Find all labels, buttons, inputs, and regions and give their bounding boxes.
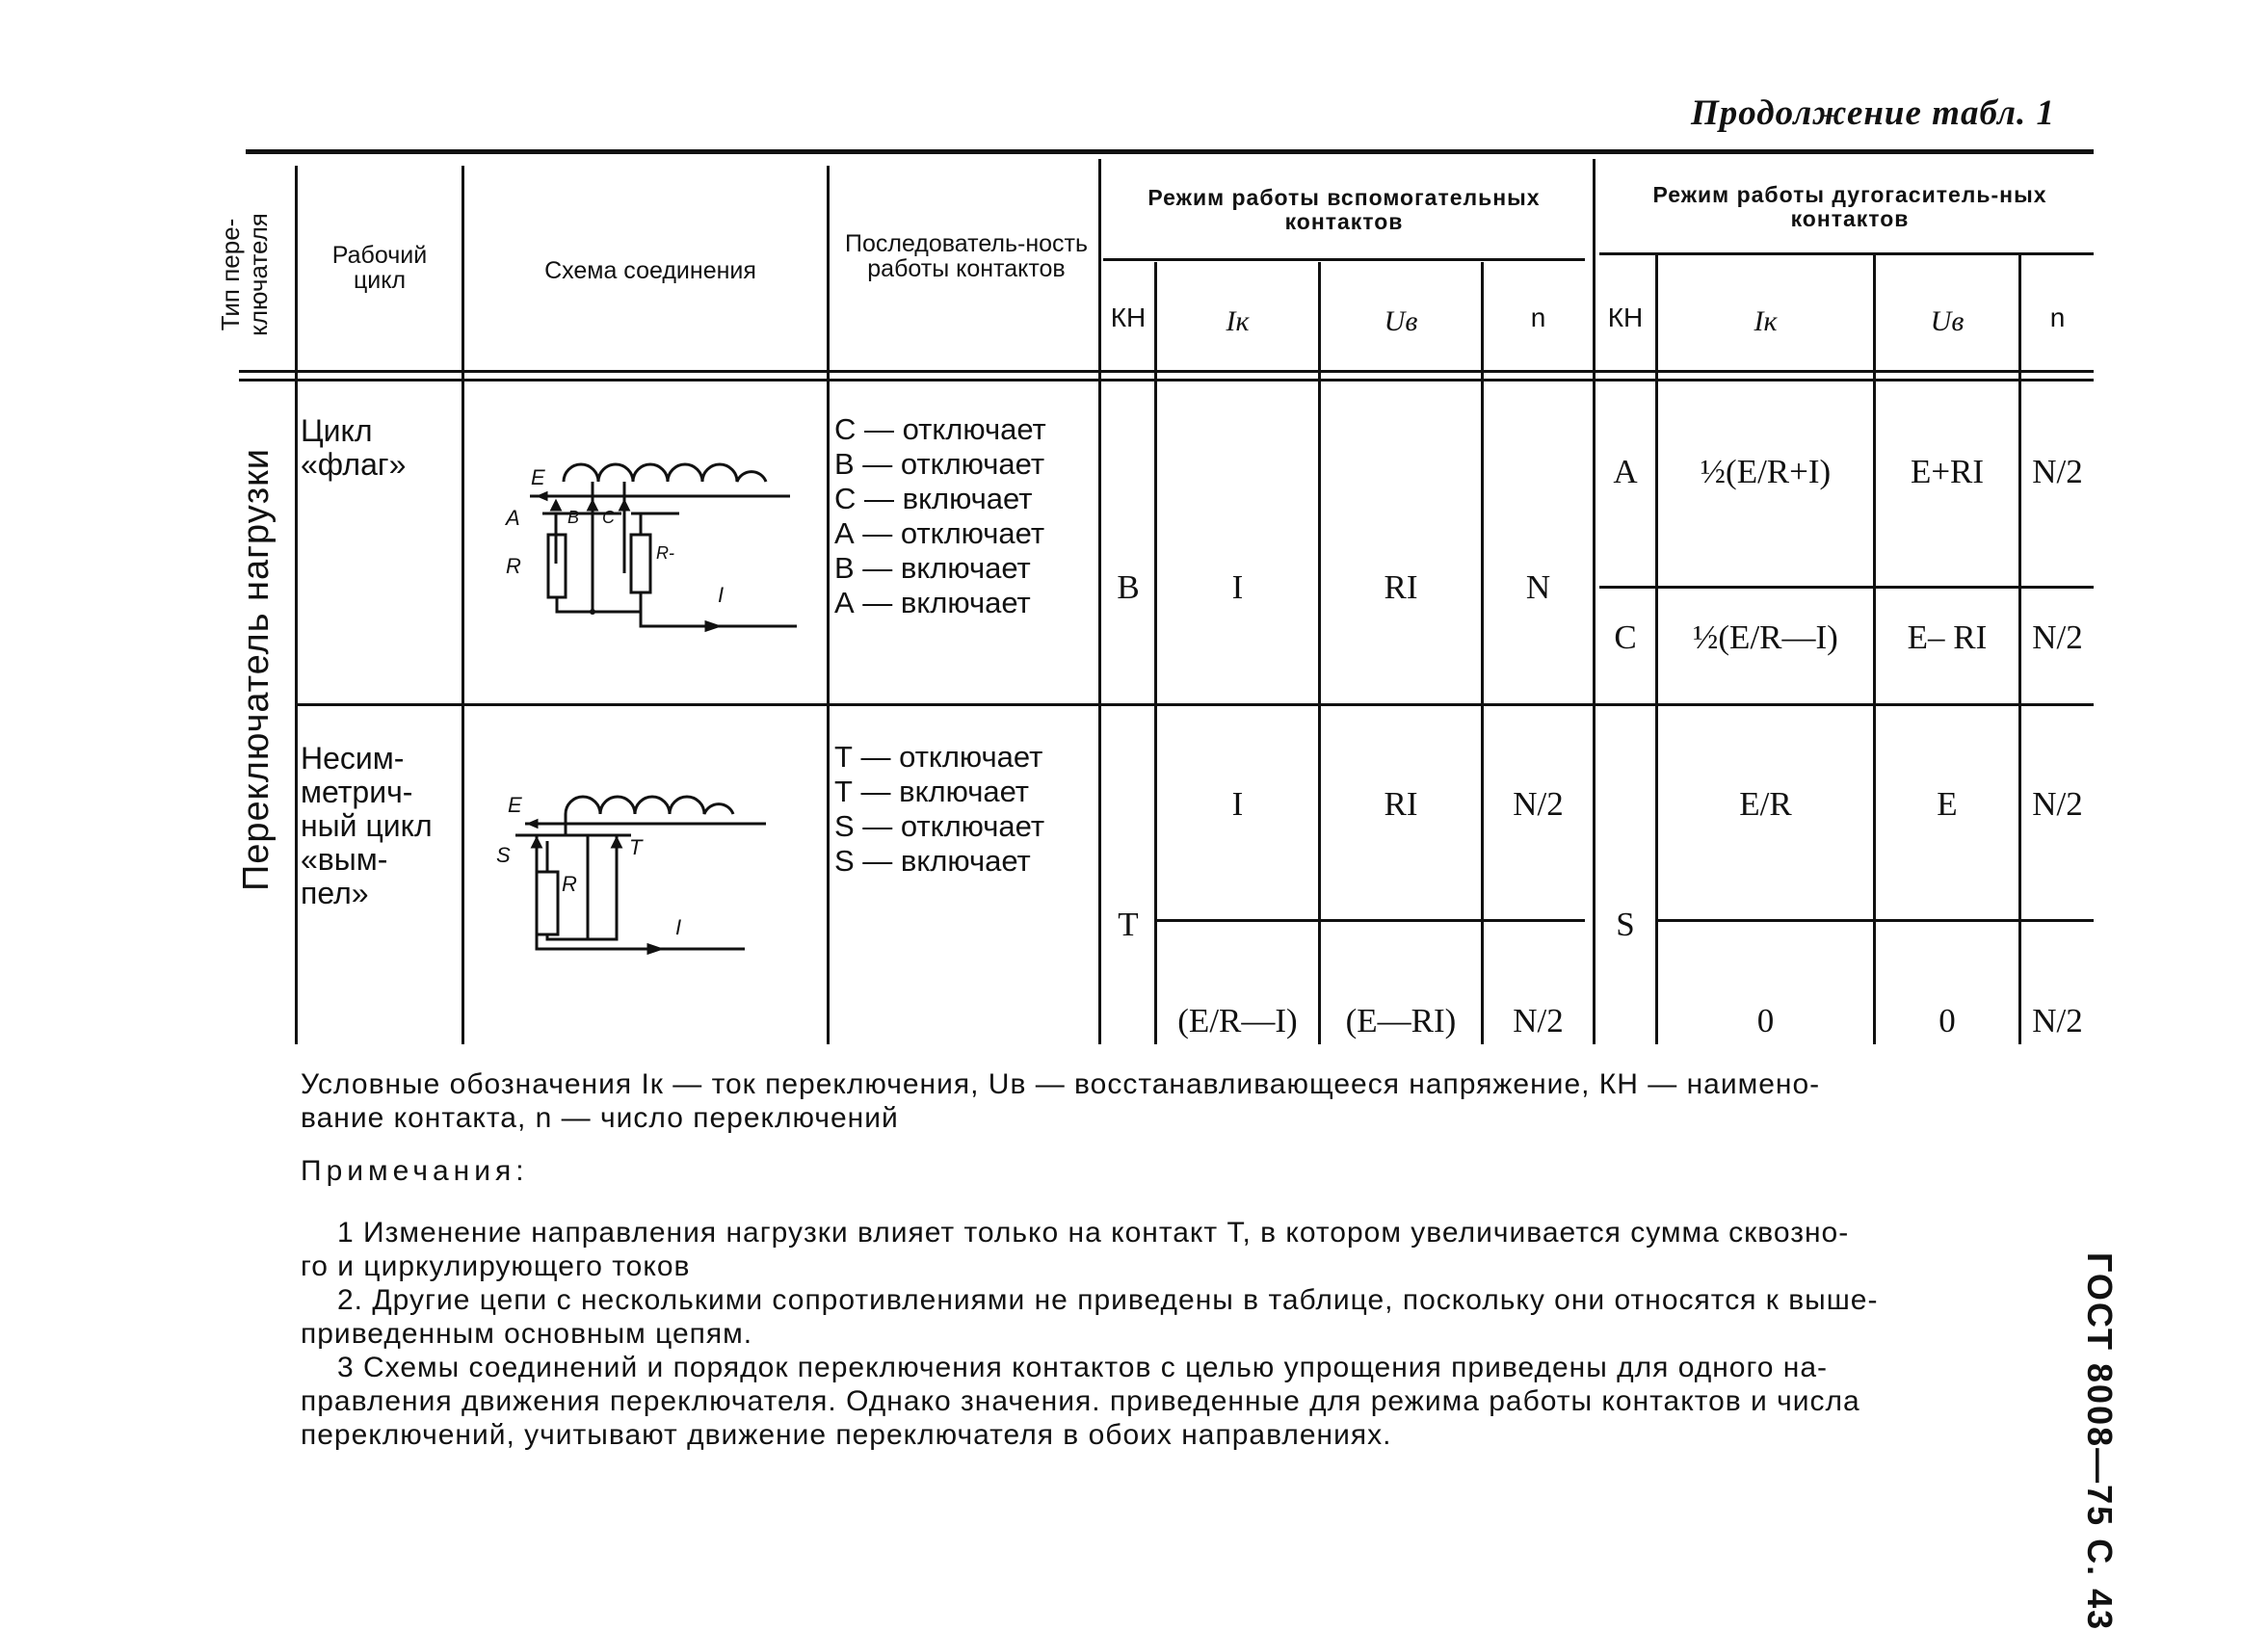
col-sep-7 (1481, 262, 1484, 1044)
header-arc-n: n (2049, 303, 2066, 332)
sequence-item: Т — включает (834, 775, 1029, 808)
pennant-aux-kn: Т (1118, 906, 1139, 943)
aux-group-rule (1103, 258, 1585, 261)
header-aux-ub: Uв (1384, 305, 1418, 337)
header-bottom-rule-2 (239, 379, 2094, 381)
sequence-pennant (834, 740, 1099, 879)
header-aux-contacts: Режим работы вспомогательных контактов (1147, 185, 1541, 235)
col-sep-1 (295, 166, 298, 1044)
pennant-aux-n: N/2 (1513, 785, 1564, 823)
sequence-item: С — включает (834, 482, 1033, 515)
flag-label-r: R (506, 554, 521, 578)
flag-aux-ub: RI (1384, 568, 1418, 606)
table-continuation-caption: Продолжение табл. 1 (1691, 93, 2055, 133)
flag-label-a: A (506, 506, 520, 530)
note-3: 3 Схемы соединений и порядок переключения контактов с целью упрощения приведены для одного на- (337, 1352, 1829, 1383)
header-aux-kn: КН (1110, 303, 1147, 332)
pennant-label-i: I (675, 915, 682, 939)
legend-line: Условные обозначения Iк — ток переключения, Uв — восстанавливающееся напряжение, КН — наимено- (301, 1068, 1821, 1100)
pennant-label-e: E (508, 793, 522, 817)
sequence-item: В — включает (834, 551, 1031, 585)
sequence-item: S — отключает (834, 809, 1045, 843)
sequence-item: В — отключает (834, 447, 1045, 481)
header-arc-ik: Iк (1754, 305, 1778, 337)
header-aux-ik: Iк (1226, 305, 1250, 337)
flag-aux-ik: I (1231, 568, 1244, 606)
flag-label-i: I (718, 583, 725, 607)
legend-line: вание контакта, n — число переключений (301, 1102, 899, 1134)
pennant-aux-ub2: (E—RI) (1345, 1002, 1457, 1039)
note-3-cont: правления движения переключателя. Однако значения. приведенные для режима работы контактов и числа (301, 1385, 1860, 1417)
pennant-arc-n2: N/2 (2032, 1002, 2083, 1039)
col-sep-2 (462, 166, 464, 1044)
standard-page-label: ГОСТ 8008—75 С. 43 (2080, 1252, 2120, 1631)
flag-aux-kn: В (1117, 568, 1140, 606)
header-connection-scheme: Схема соединения (544, 257, 756, 284)
sequence-flag (834, 412, 1099, 620)
col-sep-3 (827, 166, 830, 1044)
sequence-item: А — включает (834, 586, 1031, 619)
pennant-arc-kn: S (1616, 906, 1635, 943)
flag-arc-a-n: N/2 (2032, 453, 2083, 490)
sequence-item: А — отключает (834, 516, 1045, 550)
flag-arc-c-n: N/2 (2032, 618, 2083, 656)
flag-arc-a-kn: А (1613, 453, 1638, 490)
header-aux-n: n (1530, 303, 1546, 332)
pennant-arc-ik2: 0 (1756, 1002, 1775, 1039)
notes-body (301, 1216, 2097, 1452)
flag-arc-a-ub: E+RI (1910, 453, 1985, 490)
flag-arc-c-ub: E– RI (1907, 618, 1988, 656)
note-1-cont: го и циркулирующего токов (301, 1250, 691, 1282)
pennant-aux-ik: I (1231, 785, 1244, 823)
col-sep-6 (1318, 262, 1321, 1044)
pennant-arc-ik: E/R (1739, 785, 1792, 823)
flag-cycle-diagram (487, 438, 814, 641)
flag-arc-a-ik: ½(E/R+I) (1700, 453, 1832, 490)
header-arc-kn: КН (1607, 303, 1644, 332)
pennant-label-t: T (629, 835, 643, 859)
pennant-label-s: S (496, 843, 511, 867)
flag-arc-c-kn: С (1614, 618, 1637, 656)
flag-label-r2: R- (656, 543, 674, 563)
header-contact-sequence: Последователь-ность работы контактов (844, 230, 1089, 283)
row-sep-arc-2 (1657, 919, 2094, 922)
sequence-item: S — включает (834, 844, 1031, 878)
cycle-flag: Цикл «флаг» (301, 413, 407, 482)
pennant-aux-ub: RI (1384, 785, 1418, 823)
header-switch-type: Тип пере-ключателя (216, 213, 273, 336)
pennant-arc-n: N/2 (2032, 785, 2083, 823)
note-2: 2. Другие цепи с несколькими сопротивлениями не приведены в таблице, поскольку они относятся к выше- (337, 1284, 1879, 1316)
table-top-rule (246, 149, 2094, 154)
note-2-cont: приведенным основным цепям. (301, 1318, 753, 1350)
legend (301, 1067, 2102, 1135)
flag-label-c: C (602, 508, 615, 527)
row-sep-arc-1 (1599, 586, 2094, 589)
row-sep-aux-2 (1156, 919, 1585, 922)
header-bottom-rule (239, 370, 2094, 373)
header-arc-ub: Uв (1930, 305, 1965, 337)
note-1: 1 Изменение направления нагрузки влияет только на контакт Т, в котором увеличивается сумма сквозно- (337, 1217, 1850, 1249)
notes-title: Примечания: (301, 1155, 529, 1187)
switch-type-label: Переключатель нагрузки (236, 447, 277, 892)
pennant-cycle-diagram (487, 766, 776, 978)
row-sep-main (295, 703, 2094, 706)
header-working-cycle: Рабочий цикл (331, 242, 428, 295)
pennant-label-r: R (562, 872, 577, 896)
pennant-aux-ik2: (E/R—I) (1177, 1002, 1298, 1039)
header-arc-contacts: Режим работы дугогаситель-ных контактов (1652, 182, 2047, 232)
cycle-pennant: Несим-метрич-ный цикл «вым-пел» (301, 741, 433, 910)
pennant-aux-n2: N/2 (1513, 1002, 1564, 1039)
flag-label-b: B (567, 508, 580, 527)
flag-label-e: E (531, 465, 545, 489)
sequence-item: Т — отключает (834, 740, 1043, 774)
note-3-cont-2: переключений, учитывают движение переключателя в обоих направлениях. (301, 1419, 1392, 1451)
pennant-arc-ub: E (1937, 785, 1958, 823)
flag-aux-n: N (1525, 568, 1551, 606)
sequence-item: С — отключает (834, 412, 1046, 446)
flag-arc-c-ik: ½(E/R—I) (1693, 618, 1838, 656)
pennant-arc-ub2: 0 (1938, 1002, 1956, 1039)
